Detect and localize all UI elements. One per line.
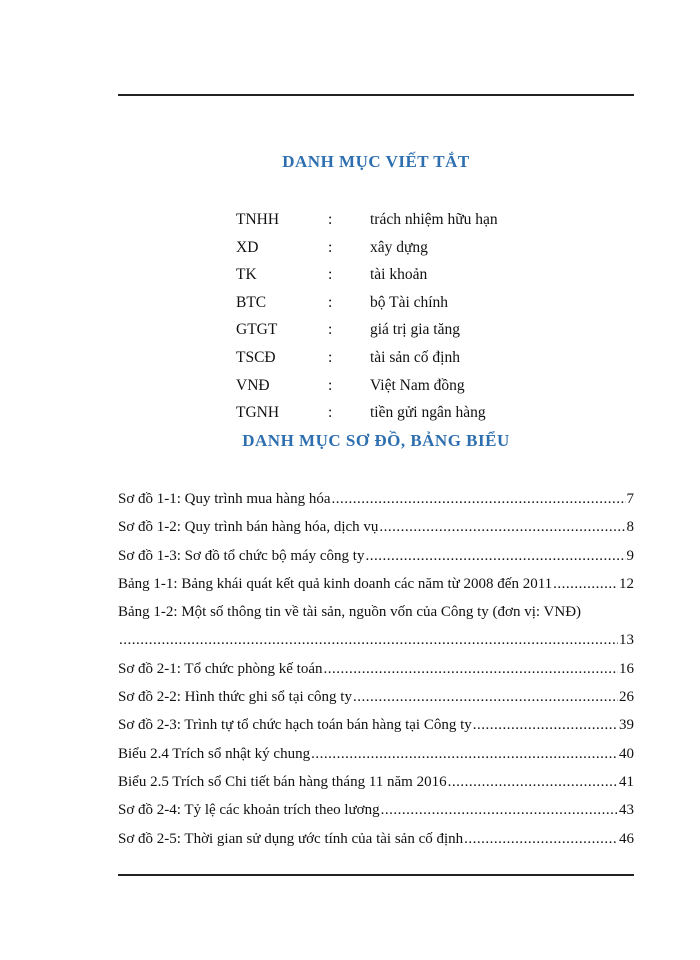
abbreviation-code: VNĐ (236, 376, 270, 394)
toc-entry[interactable] (118, 768, 634, 796)
abbreviation-separator: : (328, 404, 333, 422)
toc-entry[interactable] (118, 598, 634, 655)
toc-page-number: 46 (619, 830, 634, 847)
toc-entry[interactable] (118, 655, 634, 683)
toc-page-number: 9 (626, 547, 634, 564)
toc-entry-title: Sơ đồ 2-3: Trình tự tổ chức hạch toán bán hàng tại Công ty (118, 717, 472, 734)
toc-entry-title: Biểu 2.5 Trích sổ Chi tiết bán hàng tháng 11 năm 2016 (118, 773, 447, 790)
toc-leader (353, 683, 618, 711)
abbreviation-row (236, 263, 536, 291)
toc-entry-title: Sơ đồ 2-1: Tổ chức phòng kế toán (118, 660, 323, 677)
toc-entry[interactable] (118, 513, 634, 541)
abbreviation-code: TNHH (236, 211, 280, 228)
abbreviations-heading: DANH MỤC VIẾT TẮT (282, 152, 470, 171)
toc-entry[interactable] (118, 683, 634, 711)
abbreviation-separator: : (328, 211, 333, 228)
toc-entry-title: Sơ đồ 2-2: Hình thức ghi sổ tại công ty (118, 689, 352, 706)
toc-leader (324, 655, 618, 683)
toc-entry[interactable] (118, 570, 634, 598)
abbreviation-row (236, 401, 536, 429)
abbreviation-meaning: giá trị gia tăng (370, 321, 460, 339)
toc-leader (553, 570, 618, 598)
abbreviation-code: BTC (236, 293, 267, 311)
toc-entry-title: Bảng 1-1: Bảng khái quát kết quả kinh doanh các năm từ 2008 đến 2011 (118, 575, 553, 592)
abbreviation-separator: : (328, 293, 333, 311)
footer-rule (118, 874, 634, 876)
abbreviation-code: GTGT (236, 321, 278, 339)
toc-page-number: 7 (626, 491, 634, 507)
abbreviation-row (236, 236, 536, 264)
abbreviation-code: TSCĐ (236, 348, 276, 366)
table-of-contents (118, 485, 634, 853)
abbreviation-code: XD (236, 238, 259, 256)
toc-entry-title: Sơ đồ 1-3: Sơ đồ tổ chức bộ máy công ty (118, 547, 365, 564)
toc-leader (473, 711, 618, 739)
toc-entry-title: Sơ đồ 2-5: Thời gian sử dụng ước tính của tài sản cố định (118, 830, 464, 847)
abbreviation-code: TK (236, 266, 257, 284)
toc-page-number: 13 (619, 632, 634, 649)
toc-page-number: 43 (619, 802, 634, 819)
toc-entry-title: Sơ đồ 1-1: Quy trình mua hàng hóa (118, 491, 331, 507)
toc-entry[interactable] (118, 542, 634, 570)
toc-entry[interactable] (118, 825, 634, 853)
abbreviation-separator: : (328, 376, 333, 394)
abbreviation-row (236, 346, 536, 374)
toc-page-number: 12 (619, 575, 634, 592)
toc-leader (381, 796, 618, 824)
toc-entry[interactable] (118, 796, 634, 824)
abbreviation-separator: : (328, 238, 333, 256)
abbreviation-meaning: tiền gửi ngân hàng (370, 404, 486, 422)
abbreviation-meaning: trách nhiệm hữu hạn (370, 211, 498, 228)
toc-page-number: 16 (619, 660, 634, 677)
toc-leader (311, 740, 618, 768)
abbreviation-separator: : (328, 321, 333, 339)
abbreviation-row (236, 291, 536, 319)
diagrams-tables-heading: DANH MỤC SƠ ĐỒ, BẢNG BIỂU (242, 431, 510, 450)
abbreviation-code: TGNH (236, 404, 280, 422)
toc-leader (365, 542, 625, 570)
abbreviation-row (236, 374, 536, 402)
abbreviation-separator: : (328, 266, 333, 284)
toc-entry-title: Bảng 1-2: Một số thông tin về tài sản, nguồn vốn của Công ty (đơn vị: VNĐ) (118, 604, 582, 621)
toc-leader (332, 485, 626, 513)
toc-page-number: 39 (619, 717, 634, 734)
abbreviation-meaning: xây dựng (370, 238, 428, 256)
toc-page-number: 40 (619, 745, 634, 762)
toc-entry-title: Biểu 2.4 Trích sổ nhật ký chung (118, 745, 311, 762)
abbreviation-list (236, 208, 536, 429)
abbreviation-meaning: tài sản cố định (370, 348, 460, 366)
toc-leader (464, 825, 618, 853)
toc-page-number: 41 (619, 773, 634, 790)
toc-entry-title: Sơ đồ 1-2: Quy trình bán hàng hóa, dịch vụ (118, 519, 379, 536)
toc-entry[interactable] (118, 711, 634, 739)
abbreviation-row (236, 208, 536, 236)
abbreviation-row (236, 318, 536, 346)
toc-leader (379, 513, 625, 541)
abbreviation-separator: : (328, 348, 333, 366)
toc-entry[interactable] (118, 485, 634, 513)
toc-entry-title: Sơ đồ 2-4: Tỷ lệ các khoản trích theo lương (118, 802, 380, 819)
abbreviation-meaning: tài khoản (370, 266, 428, 284)
header-rule (118, 94, 634, 96)
abbreviation-meaning: Việt Nam đồng (370, 376, 465, 394)
toc-page-number: 8 (626, 519, 634, 536)
toc-leader (448, 768, 618, 796)
toc-entry[interactable] (118, 740, 634, 768)
toc-leader (119, 626, 618, 654)
toc-page-number: 26 (619, 689, 634, 706)
abbreviation-meaning: bộ Tài chính (370, 293, 449, 311)
